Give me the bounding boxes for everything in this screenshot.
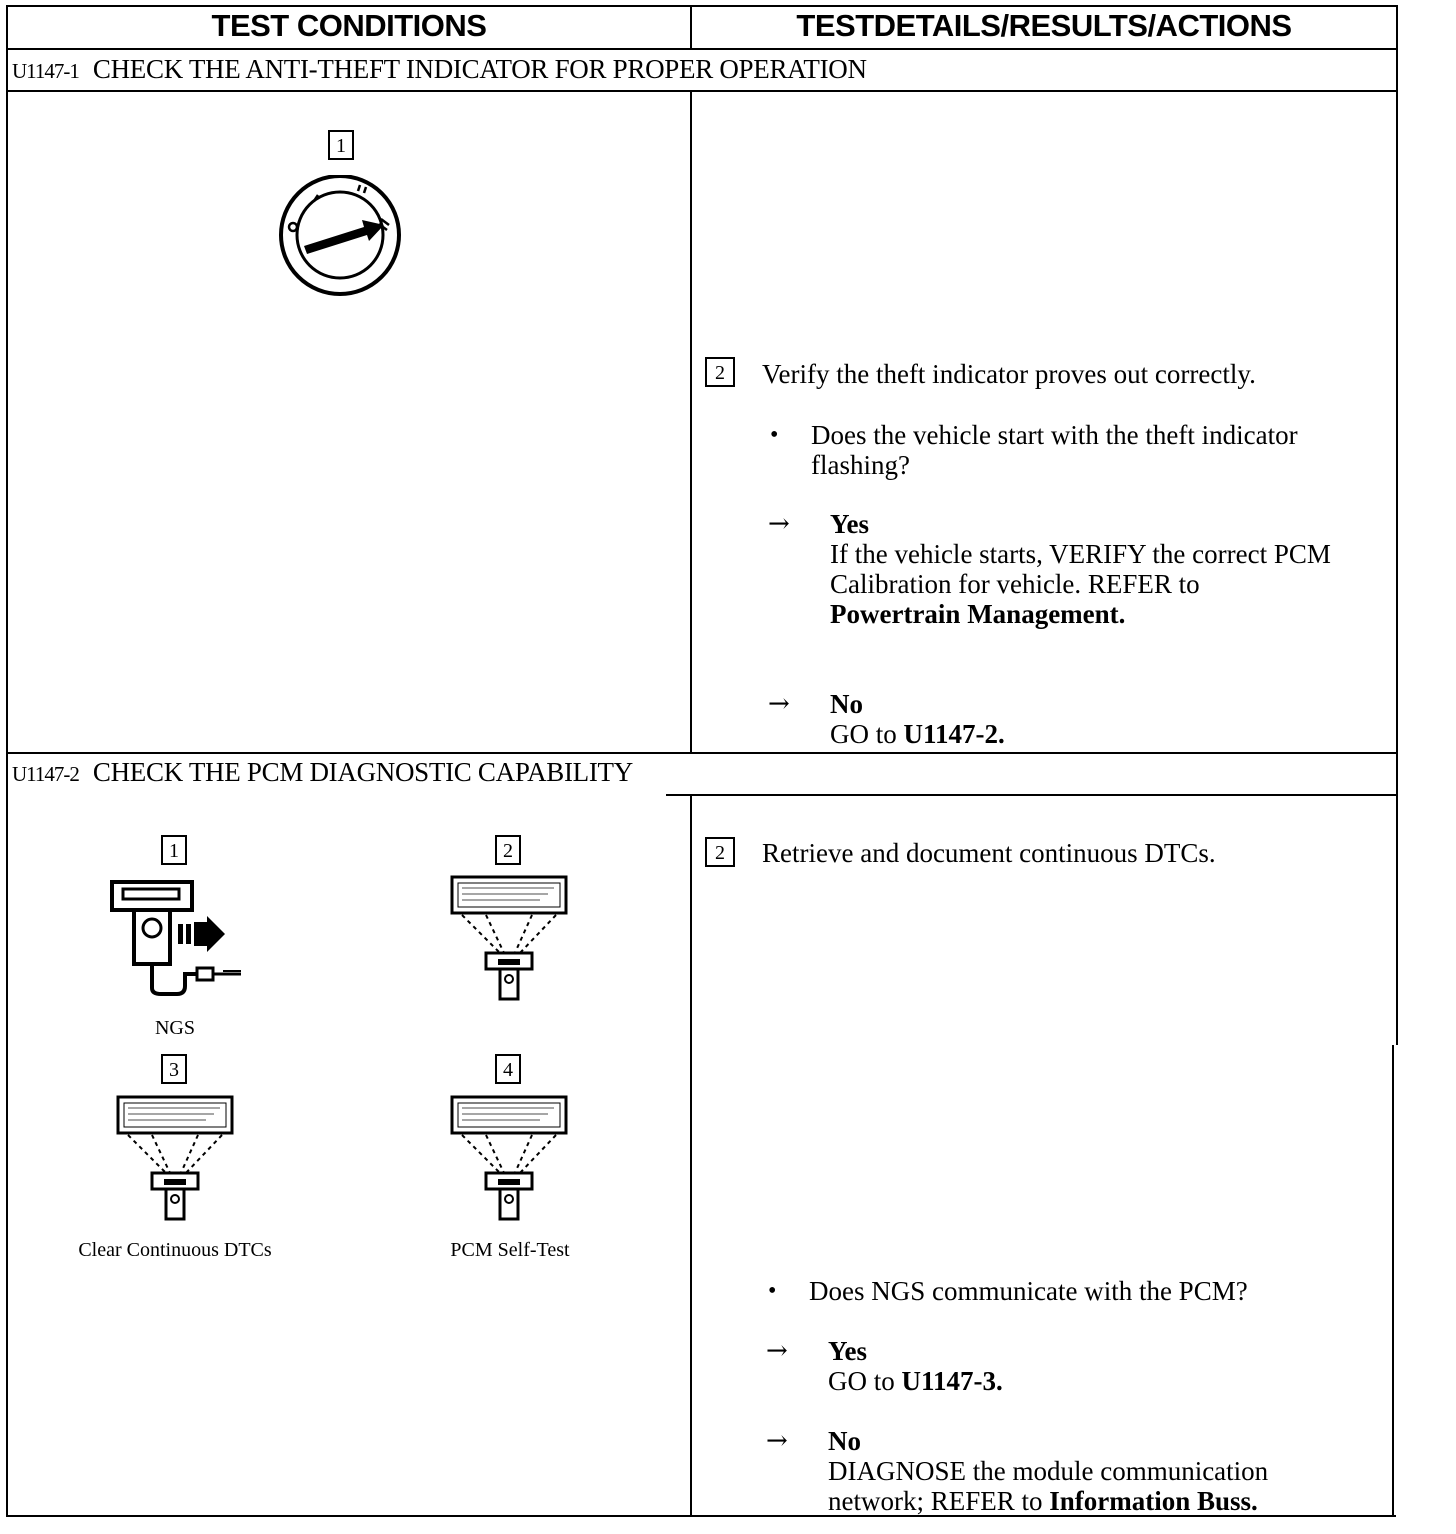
step1-yes-ref: Powertrain Management.: [830, 599, 1126, 629]
step2-yes-ref: U1147-3.: [901, 1366, 1003, 1396]
step1-yes-arrow: →: [768, 509, 790, 539]
step2-column-divider: [690, 794, 692, 1517]
step1-instruction: Verify the theft indicator proves out correctly.: [762, 359, 1256, 389]
table-left-border: [6, 5, 8, 1517]
step1-title-bottom-border: [6, 90, 1398, 92]
step1-title-row: [12, 54, 867, 85]
step1-box-1: 1: [328, 130, 354, 160]
step1-no-ref: U1147-2.: [903, 719, 1005, 749]
ignition-key-switch-icon: [276, 175, 406, 300]
table-top-border: [6, 5, 1398, 7]
step2-no-label: No: [828, 1426, 861, 1456]
step2-no-arrow: →: [766, 1426, 788, 1456]
step2-yes-arrow: →: [766, 1336, 788, 1366]
step2-title-bottom-border: [666, 794, 1398, 796]
table-right-border-lower: [1392, 1045, 1394, 1517]
step2-question: Does NGS communicate with the PCM?: [809, 1276, 1248, 1306]
step2-title: CHECK THE PCM DIAGNOSTIC CAPABILITY: [92, 757, 633, 787]
scan-tool-screen-icon-4: [450, 1095, 570, 1225]
step1-question: Does the vehicle start with the theft indicator flashing?: [811, 420, 1298, 480]
step2-no-ref: Information Buss.: [1049, 1486, 1258, 1516]
step1-bottom-border: [6, 752, 1398, 754]
step1-bullet: •: [770, 422, 779, 448]
step1-yes-label: Yes: [830, 509, 869, 539]
scan-tool-screen-icon-3: [116, 1095, 236, 1225]
step2-title-row: [12, 757, 633, 788]
scan-tool-screen-icon-2: [450, 875, 570, 1005]
step1-column-divider: [690, 90, 692, 754]
header-test-details: TESTDETAILS/RESULTS/ACTIONS: [796, 8, 1292, 43]
caption-pcm-self-test: PCM Self-Test: [450, 1239, 570, 1261]
step1-code: U1147-1: [12, 59, 79, 83]
step2-bullet: •: [768, 1278, 777, 1304]
step1-no-text: GO to U1147-2.: [830, 719, 1005, 749]
step1-yes-text: If the vehicle starts, VERIFY the correct PCM Calibration for vehicle. REFER to Powertrain Management.: [830, 539, 1331, 629]
step1-no-arrow: →: [768, 689, 790, 719]
step2-box-4: 4: [495, 1054, 521, 1084]
step2-box-2: 2: [495, 835, 521, 865]
caption-clear-dtcs: Clear Continuous DTCs: [78, 1239, 272, 1261]
table-right-border-upper: [1396, 5, 1398, 1045]
ngs-scan-tool-icon: [105, 878, 245, 998]
step2-yes-text: GO to U1147-3.: [828, 1366, 1003, 1396]
step2-box-1: 1: [161, 835, 187, 865]
header-bottom-border: [6, 48, 1398, 50]
step1-box-2: 2: [705, 357, 735, 387]
step2-yes-label: Yes: [828, 1336, 867, 1366]
step2-code: U1147-2: [12, 762, 79, 786]
header-test-conditions: TEST CONDITIONS: [211, 8, 487, 43]
step2-instruction: Retrieve and document continuous DTCs.: [762, 838, 1216, 868]
step2-no-text: DIAGNOSE the module communication network; REFER to Information Buss.: [828, 1456, 1269, 1516]
step1-no-label: No: [830, 689, 863, 719]
step1-title: CHECK THE ANTI-THEFT INDICATOR FOR PROPER OPERATION: [92, 54, 867, 84]
step2-right-box-2: 2: [705, 837, 735, 867]
step2-box-3: 3: [161, 1054, 187, 1084]
caption-ngs: NGS: [154, 1017, 195, 1039]
